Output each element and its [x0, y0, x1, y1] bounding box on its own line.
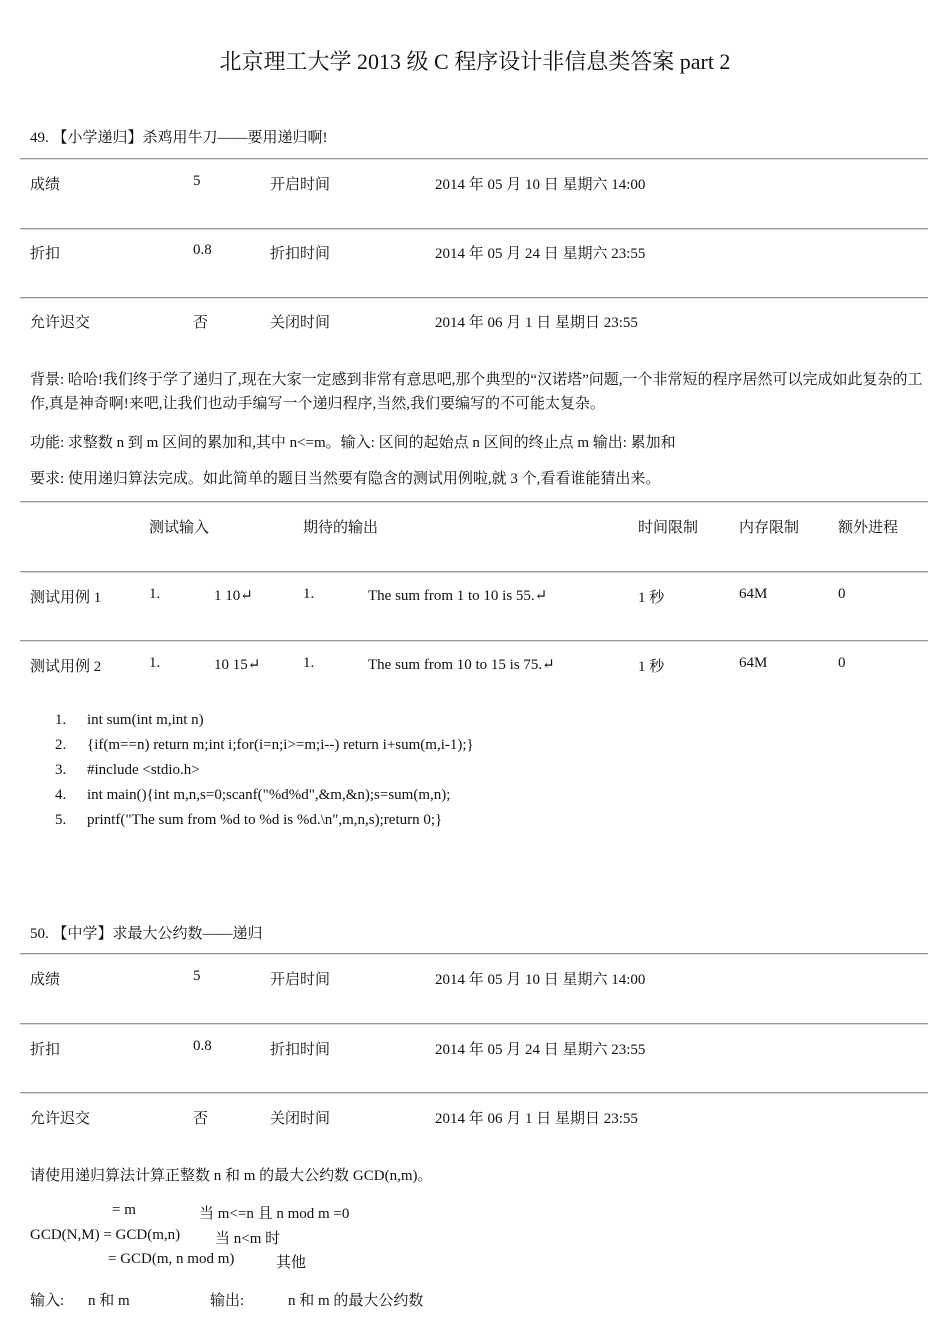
case-name: 测试用例 2 — [30, 659, 102, 675]
code-text: printf("The sum from %d to %d is %d.\n",m,n,s);return 0;} — [87, 812, 443, 828]
input-label: 输入: — [30, 1293, 65, 1309]
info-value-2: 2014 年 05 月 24 日 星期六 23:55 — [435, 1042, 646, 1058]
code-line — [55, 712, 204, 729]
case-name: 测试用例 1 — [30, 590, 102, 606]
code-text: #include <stdio.h> — [87, 762, 200, 778]
header-test-input: 测试输入 — [149, 520, 210, 536]
info-value: 5 — [193, 968, 201, 984]
divider — [20, 228, 928, 230]
info-value-2: 2014 年 05 月 24 日 星期六 23:55 — [435, 246, 646, 262]
line-number: 2. — [55, 737, 67, 753]
info-label: 允许迟交 — [30, 1111, 91, 1127]
problem-50-heading: 50. 【中学】求最大公约数——递归 — [30, 926, 263, 942]
input-text: n 和 m — [88, 1293, 130, 1309]
case-memory: 64M — [739, 586, 768, 602]
divider — [20, 953, 928, 955]
info-label: 允许迟交 — [30, 315, 91, 331]
info-value: 5 — [193, 173, 201, 189]
formula-case-2: GCD(N,M) = GCD(m,n) — [30, 1227, 181, 1243]
info-label: 成绩 — [30, 177, 61, 193]
case-output: The sum from 10 to 15 is 75.↵ — [368, 657, 555, 673]
code-line — [55, 787, 450, 804]
case-input-number: 1. — [149, 655, 161, 671]
output-text: n 和 m 的最大公约数 — [288, 1293, 424, 1309]
case-output: The sum from 1 to 10 is 55.↵ — [368, 588, 548, 604]
formula-condition-1: 当 m<=n 且 n mod m =0 — [199, 1206, 350, 1222]
case-time: 1 秒 — [638, 659, 665, 675]
code-line — [55, 762, 200, 779]
info-value-2: 2014 年 06 月 1 日 星期日 23:55 — [435, 1111, 638, 1127]
case-extra: 0 — [838, 655, 846, 671]
code-text: {if(m==n) return m;int i;for(i=n;i>=m;i--) return i+sum(m,i-1);} — [87, 737, 474, 753]
problem-49-requirement: 要求: 使用递归算法完成。如此简单的题目当然要有隐含的测试用例啦,就 3 个,看看谁能猜出来。 — [30, 471, 661, 487]
divider — [20, 571, 928, 573]
output-label: 输出: — [210, 1293, 245, 1309]
case-time: 1 秒 — [638, 590, 665, 606]
info-value: 否 — [193, 1111, 209, 1127]
header-extra-process: 额外进程 — [838, 520, 899, 536]
info-value-2: 2014 年 06 月 1 日 星期日 23:55 — [435, 315, 638, 331]
divider — [20, 1023, 928, 1025]
problem-49-function: 功能: 求整数 n 到 m 区间的累加和,其中 n<=m。输入: 区间的起始点 n 区间的终止点 m 输出: 累加和 — [30, 435, 676, 451]
info-value-2: 2014 年 05 月 10 日 星期六 14:00 — [435, 177, 646, 193]
info-label-2: 关闭时间 — [270, 315, 331, 331]
divider — [20, 297, 928, 299]
info-value: 否 — [193, 315, 209, 331]
line-number: 3. — [55, 762, 67, 778]
header-expected-output: 期待的输出 — [303, 520, 379, 536]
code-text: int main(){int m,n,s=0;scanf("%d%d",&m,&n);s=sum(m,n); — [87, 787, 451, 803]
info-label: 折扣 — [30, 246, 61, 262]
case-extra: 0 — [838, 586, 846, 602]
formula-case-3: = GCD(m, n mod m) — [108, 1251, 235, 1267]
case-output-number: 1. — [303, 586, 315, 602]
info-label-2: 开启时间 — [270, 177, 331, 193]
line-number: 1. — [55, 712, 67, 728]
divider — [20, 501, 928, 503]
info-label: 成绩 — [30, 972, 61, 988]
info-label-2: 折扣时间 — [270, 1042, 331, 1058]
case-input: 1 10↵ — [214, 588, 253, 604]
case-input-number: 1. — [149, 586, 161, 602]
formula-condition-3: 其他 — [276, 1255, 307, 1271]
formula-condition-2: 当 n<m 时 — [215, 1231, 281, 1247]
formula-case-1: = m — [112, 1202, 136, 1218]
info-label-2: 开启时间 — [270, 972, 331, 988]
divider — [20, 640, 928, 642]
info-label-2: 关闭时间 — [270, 1111, 331, 1127]
divider — [20, 158, 928, 160]
header-time-limit: 时间限制 — [638, 520, 699, 536]
line-number: 4. — [55, 787, 67, 803]
info-label: 折扣 — [30, 1042, 61, 1058]
page-title: 北京理工大学 2013 级 C 程序设计非信息类答案 part 2 — [219, 49, 731, 74]
case-input: 10 15↵ — [214, 657, 261, 673]
divider — [20, 1092, 928, 1094]
info-value: 0.8 — [193, 242, 212, 258]
code-line — [55, 737, 474, 754]
code-text: int sum(int m,int n) — [87, 712, 204, 728]
info-label-2: 折扣时间 — [270, 246, 331, 262]
line-number: 5. — [55, 812, 67, 828]
info-value: 0.8 — [193, 1038, 212, 1054]
problem-50-description: 请使用递归算法计算正整数 n 和 m 的最大公约数 GCD(n,m)。 — [30, 1168, 433, 1184]
code-line — [55, 812, 442, 829]
header-memory-limit: 内存限制 — [739, 520, 800, 536]
problem-49-background: 背景: 哈哈!我们终于学了递归了,现在大家一定感到非常有意思吧,那个典型的“汉诺塔”问题,一个非常短的程序居然可以完成如此复杂的工作,真是神奇啊!来吧,让我们也动手编写一个递归程序,当然,我们要编写的不可能太复杂。 — [30, 372, 923, 412]
case-memory: 64M — [739, 655, 768, 671]
info-value-2: 2014 年 05 月 10 日 星期六 14:00 — [435, 972, 646, 988]
problem-49-heading: 49. 【小学递归】杀鸡用牛刀——要用递归啊! — [30, 130, 328, 146]
case-output-number: 1. — [303, 655, 315, 671]
